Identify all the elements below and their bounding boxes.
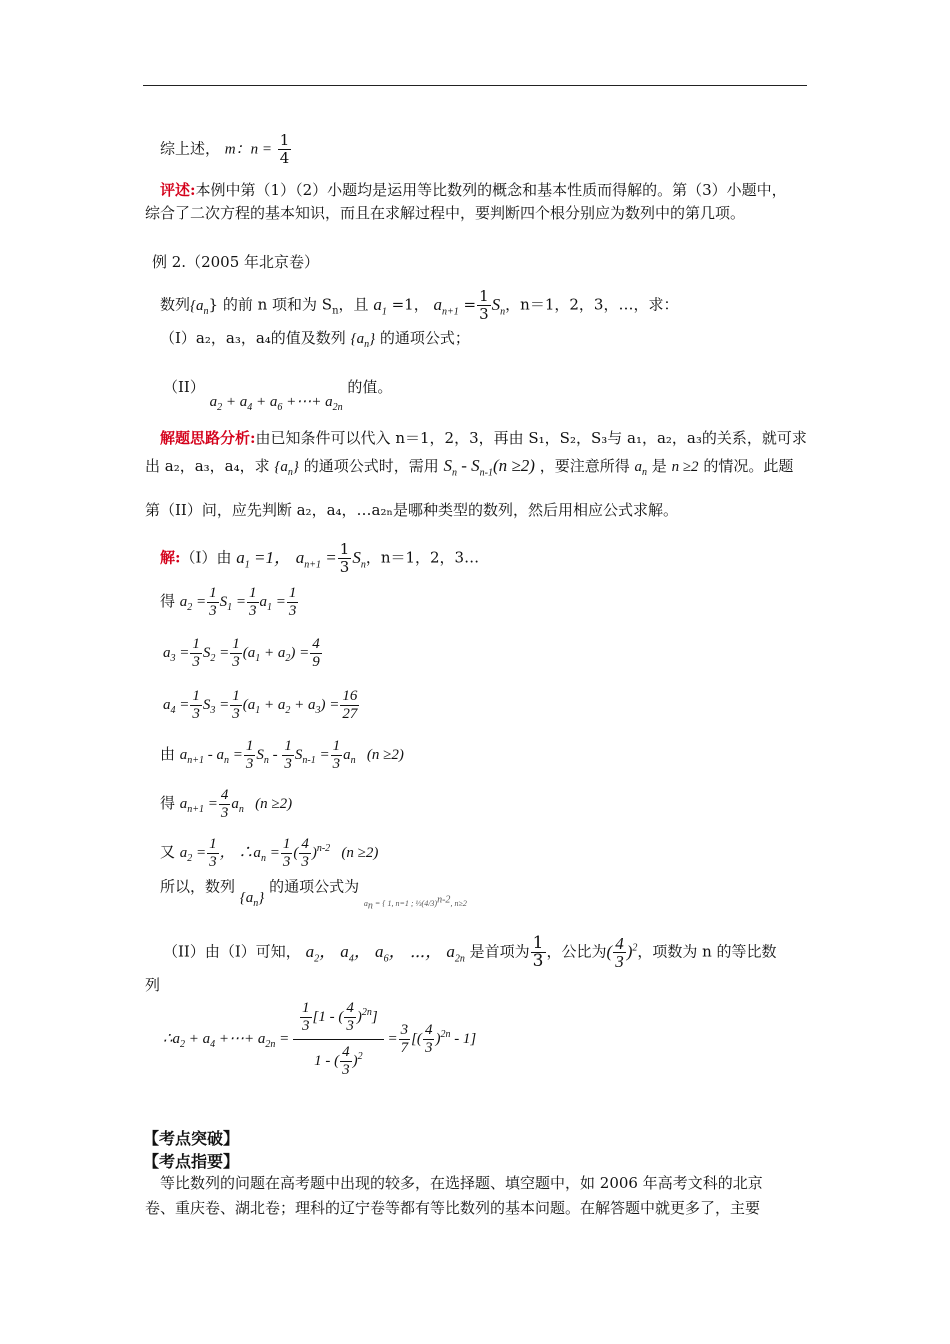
example-title: 例 2.（2005 年北京卷） — [152, 253, 320, 271]
section-para-1: 等比数列的问题在高考题中出现的较多，在选择题、填空题中，如 2006 年高考文科的北京 — [160, 1174, 763, 1192]
part2-seq: $a_2$， $a_4$， $a_6$， ⋯， $a_{2n}$ — [305, 941, 465, 964]
section-title: 【考点突破】 — [143, 1129, 240, 1148]
header-rule — [143, 85, 807, 86]
q1-seq: $\{a_n\}$ — [350, 331, 376, 350]
part2-text-b: 是首项为 — [469, 942, 530, 961]
frac-den: 4 — [279, 149, 290, 167]
part2-line — [163, 935, 777, 970]
eq-a2 — [160, 585, 299, 620]
analysis-seq: $\{a_n\}$ — [274, 459, 299, 478]
comment-line-1 — [160, 180, 787, 200]
stem-text-h: ，n＝1，2，3，…，求： — [505, 295, 679, 314]
q1-text: （I）a₂，a₃，a₄的值及数列 — [160, 329, 346, 347]
suoyi-end: 的通项公式为 — [269, 877, 360, 896]
stem-an1: $a_{n+1}$ — [433, 294, 459, 317]
sum-formula: $\therefore a_2 + a_4$ +⋯+ $a_{2n}$ = $\frac{1}{3}$ [1 - ( $\frac{4}{3}$ )$^{2n}$] 1 - ( $\frac{4}{3}$ )$^2$ = $\frac{3}{7}$ [( $\frac{4}{3}$ )$^{2n}$ - 1] — [163, 1000, 477, 1078]
section-subtitle: 【考点指要】 — [143, 1152, 240, 1171]
analysis-line-1 — [160, 428, 807, 448]
eq-ratio — [160, 787, 292, 822]
stem-an1-text: a — [433, 294, 443, 314]
part2-text-a: （II）由（I）可知， — [163, 942, 301, 961]
solution-part1: （I）由 — [180, 548, 232, 567]
analysis-text-2b: 的通项公式时，需用 — [303, 457, 439, 475]
stem-text-a: 数列 — [160, 295, 191, 314]
youzhi-label: 又 — [160, 842, 176, 861]
stem-a1-text: a — [373, 294, 382, 314]
sol-sn: $S_n$ — [352, 547, 366, 570]
stem-seq: {$a_n$ — [190, 297, 209, 317]
section-para-2: 卷、重庆卷、湖北卷；理科的辽宁卷等都有等比数列的基本问题。在解答题中就更多了，主要 — [145, 1199, 761, 1217]
analysis-cond: n ≥2 — [671, 459, 699, 475]
stem-a1: $a_1$ — [373, 294, 387, 317]
solution-part1-end: ，n＝1，2，3… — [365, 548, 480, 567]
analysis-text-3: 第（II）问，应先判断 a₂，a₄，…a₂ₙ是哪种类型的数列，然后用相应公式求解。 — [145, 501, 678, 519]
sol-frac: $\frac{1}{3}$ — [339, 540, 350, 576]
de-label: 得 — [160, 591, 176, 610]
piecewise-formula: an = { 1, n=1 ; ⅓(4/3)n-2, n≥2 — [363, 894, 467, 912]
comment-text-2: 综合了二次方程的基本知识，而且在求解过程中，要判断四个根分别应为数列中的第几项。 — [145, 204, 746, 222]
stem-eq: = — [463, 295, 477, 314]
example-stem: 数列$\{a_n\}$ 的前 n 项和为 $S_n$，且 $a_1 =1$， $a_{n+1}$ = $\frac{1}{3}$ $S_n$，n＝1，2，3，…，求： — [160, 287, 679, 323]
stem-seq-text: {a — [190, 297, 204, 314]
summary-expr: m：n = — [224, 141, 273, 158]
q1-end: 的通项公式； — [379, 329, 470, 347]
stem-text-d: =1， — [391, 295, 429, 314]
conclusion-seq: $\{a_n\}$ — [239, 889, 265, 909]
part2-text-c: ，公比为 — [546, 942, 607, 961]
conclusion-line — [160, 876, 467, 912]
eq-a2-expr: $a_2$ = $\frac{1}{3}$ $S_1$ = $\frac{1}{3}$ $a_1$ = $\frac{1}{3}$ — [179, 585, 297, 619]
q2-end: 的值。 — [347, 378, 393, 396]
sol-an1: $a_{n+1}$ = — [295, 547, 337, 570]
eq-diff-expr: $a_{n+1} - a_n$ = $\frac{1}{3}$ $S_n$ - $\frac{1}{3}$ $S_{n-1}$ = $\frac{1}{3}$ $a_n$ (n ≥2) — [179, 738, 404, 772]
eq-general — [160, 836, 378, 871]
part2-ratio: ( $\frac{4}{3}$ )$^2$ — [606, 934, 638, 972]
analysis-text-2d: 是 — [651, 457, 667, 475]
analysis-text-2e: 的情况。此题 — [703, 457, 794, 475]
part2-line-2: 列 — [145, 976, 161, 994]
suoyi-label: 所以，数列 — [160, 877, 236, 896]
eq-ratio-expr: $a_{n+1}$ = $\frac{4}{3}$ $a_n$ (n ≥2) — [179, 787, 293, 821]
question-2 — [163, 377, 393, 413]
stem-fraction: $\frac{1}{3}$ — [479, 287, 489, 323]
part2-text-d: ，项数为 n 的等比数 — [637, 942, 777, 961]
frac-num: 1 — [279, 131, 290, 149]
stem-sn-text: S — [491, 294, 501, 314]
comment-text-1: 本例中第（1）（2）小题均是运用等比数列的概念和基本性质而得解的。第（3）小题中， — [195, 181, 787, 199]
comment-label: 评述: — [160, 181, 196, 199]
de2-label: 得 — [160, 793, 176, 812]
stem-text-c: ，且 — [338, 295, 369, 314]
sum-big-fraction: $\frac{1}{3}$ [1 - ( $\frac{4}{3}$ )$^{2n}$] 1 - ( $\frac{4}{3}$ )$^2$ — [293, 1000, 384, 1079]
q2-label: （II） — [163, 378, 205, 396]
stem-text-b: } 的前 n 项和为 S — [208, 295, 333, 314]
summary-fraction — [278, 132, 292, 167]
summary-label: 综上述， — [160, 139, 221, 158]
analysis-line-3 — [145, 500, 678, 520]
analysis-label: 解题思路分析: — [160, 429, 256, 447]
eq-diff — [160, 738, 404, 773]
analysis-line-2 — [145, 456, 793, 483]
sol-a1: $a_1 =1$， — [236, 547, 291, 570]
you-label: 由 — [160, 744, 176, 763]
analysis-text-1: 由已知条件可以代入 n＝1，2，3，再由 S₁，S₂，S₃与 a₁，a₂，a₃的关系，就可求 — [255, 429, 807, 447]
summary-line — [160, 132, 292, 167]
eq-a4-expr: $a_4$ = $\frac{1}{3}$ $S_3$ = $\frac{1}{3}$ $(a_1 + a_2 + a_3)$ = $\frac{16}{27}$ — [163, 688, 358, 722]
eq-a3-expr: $a_3$ = $\frac{1}{3}$ $S_2$ = $\frac{1}{3}$ $(a_1 + a_2)$ = $\frac{4}{9}$ — [163, 636, 320, 670]
analysis-text-2c: ，要注意所得 — [539, 457, 630, 475]
solution-label: 解: — [160, 548, 181, 567]
analysis-text-2a: 出 a₂，a₃，a₄，求 — [145, 457, 270, 475]
question-1 — [160, 328, 470, 355]
analysis-an: $a_n$ — [634, 459, 647, 478]
eq-general-expr: $a_2$ = $\frac{1}{3}$ ， $\therefore a_n$ = $\frac{1}{3}$ ( $\frac{4}{3}$ )$^{n-2}$ (n ≥2) — [179, 836, 379, 870]
eq-a4 — [163, 688, 360, 723]
comment-line-2 — [145, 203, 745, 223]
eq-a3 — [163, 636, 323, 671]
solution-line-1 — [160, 541, 479, 576]
part2-first-term: $\frac{1}{3}$ — [532, 933, 544, 971]
q2-sum: $a_2 + a_4 + a_6$ +⋯+ $a_{2n}$ — [209, 394, 343, 413]
stem-sn: $S_n$ — [491, 294, 506, 317]
analysis-sn-diff: $S_n - S_{n-1}(n \ge 2)$ — [443, 456, 535, 479]
